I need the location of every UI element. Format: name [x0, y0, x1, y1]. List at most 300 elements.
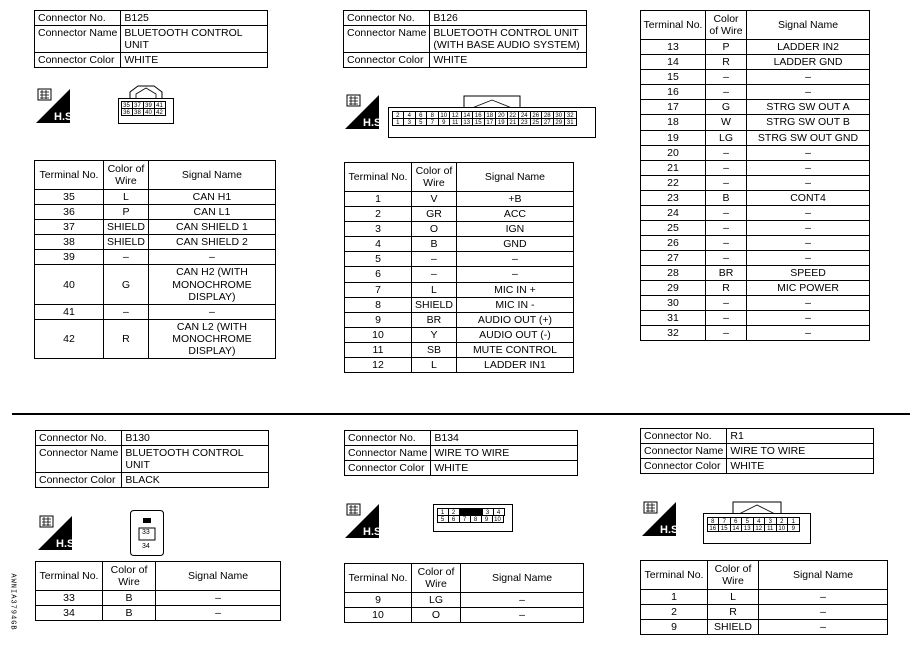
signal-name-cell: – — [156, 591, 281, 606]
signal-name-cell: – — [747, 160, 870, 175]
table-row — [345, 222, 574, 237]
pin-cell: 27 — [541, 118, 554, 126]
pin-cell: 36 — [121, 108, 133, 116]
pin-cell: 19 — [495, 118, 508, 126]
pin-cell: 26 — [530, 111, 543, 119]
terminal-no-cell: 29 — [641, 281, 706, 296]
label-connector-name: Connector Name — [345, 446, 431, 461]
pin-cell: 15 — [718, 524, 731, 532]
pin-34: 34 — [142, 543, 150, 550]
terminal-no-cell: 23 — [641, 190, 706, 205]
header-terminal-no: Terminal No. — [35, 161, 104, 190]
signal-name-cell: – — [156, 606, 281, 621]
header-signal-name: Signal Name — [461, 564, 584, 593]
terminal-no-cell: 20 — [641, 145, 706, 160]
terminal-no-cell: 35 — [35, 190, 104, 205]
wire-color-cell: SHIELD — [708, 620, 759, 635]
table-row — [345, 357, 574, 372]
terminal-no-cell: 9 — [641, 620, 708, 635]
pin-cell: 12 — [449, 111, 462, 119]
signal-name-cell: – — [747, 251, 870, 266]
pin-cell: 7 — [426, 118, 439, 126]
terminal-no-cell: 14 — [641, 55, 706, 70]
signal-name-cell: – — [456, 267, 573, 282]
label-connector-name: Connector Name — [36, 446, 122, 473]
table-row — [641, 190, 870, 205]
wire-color-cell: R — [706, 281, 747, 296]
header-terminal-no: Terminal No. — [641, 561, 708, 590]
label-connector-no: Connector No. — [36, 431, 122, 446]
signal-name-cell: – — [759, 590, 888, 605]
table-row — [641, 590, 888, 605]
terminal-no-cell: 18 — [641, 115, 706, 130]
section-divider — [12, 413, 910, 415]
pin-cell: 1 — [787, 517, 800, 525]
table-row — [345, 192, 574, 207]
wire-color-cell: L — [412, 357, 457, 372]
header-wire-color: Color of Wire — [412, 564, 461, 593]
terminal-no-cell: 1 — [345, 192, 412, 207]
signal-name-cell: AUDIO OUT (-) — [456, 327, 573, 342]
signal-name-cell: GND — [456, 237, 573, 252]
terminal-no-cell: 8 — [345, 297, 412, 312]
wire-color-cell: Y — [412, 327, 457, 342]
connector-pin-grid — [707, 517, 799, 531]
terminal-no-cell: 33 — [36, 591, 103, 606]
connector-no-value: B126 — [430, 11, 587, 26]
pin-cell: 5 — [415, 118, 428, 126]
signal-name-cell: MIC POWER — [747, 281, 870, 296]
pin-cell: 1 — [392, 118, 405, 126]
pin-cell: 10 — [438, 111, 451, 119]
pin-cell: 13 — [741, 524, 754, 532]
pin-cell: 5 — [437, 515, 449, 523]
pin-cell: 29 — [553, 118, 566, 126]
pin-cell: 30 — [553, 111, 566, 119]
terminal-no-cell: 2 — [641, 605, 708, 620]
signal-name-cell: LADDER IN2 — [747, 40, 870, 55]
table-row — [641, 205, 870, 220]
table-row — [641, 220, 870, 235]
table-row — [641, 40, 870, 55]
label-connector-name: Connector Name — [344, 26, 430, 53]
pin-cell: 17 — [484, 118, 497, 126]
pin-cell: 9 — [438, 118, 451, 126]
figure-code: AWNIA3794GB — [8, 573, 17, 631]
connector-b126 — [343, 10, 587, 68]
pin-cell: 16 — [707, 524, 720, 532]
pin-cell: 11 — [449, 118, 462, 126]
signal-name-cell: SPEED — [747, 266, 870, 281]
signal-name-cell: +B — [456, 192, 573, 207]
signal-name-cell: – — [747, 145, 870, 160]
wire-color-cell: BR — [706, 266, 747, 281]
terminal-no-cell: 32 — [641, 326, 706, 341]
table-row — [35, 304, 276, 319]
wire-color-cell: – — [706, 235, 747, 250]
terminal-no-cell: 30 — [641, 296, 706, 311]
wire-color-cell: P — [104, 205, 149, 220]
header-terminal-no: Terminal No. — [345, 163, 412, 192]
signal-name-cell: LADDER GND — [747, 55, 870, 70]
pin-cell: 3 — [482, 508, 494, 516]
label-connector-color: Connector Color — [35, 53, 121, 68]
wire-color-cell: W — [706, 115, 747, 130]
table-row — [345, 282, 574, 297]
pin-cell: 11 — [764, 524, 777, 532]
table-row — [345, 593, 584, 608]
terminal-table — [34, 160, 276, 359]
table-row — [641, 281, 870, 296]
pin-cell: 28 — [541, 111, 554, 119]
connector-pin-grid — [437, 508, 504, 522]
wire-color-cell: O — [412, 222, 457, 237]
label-connector-no: Connector No. — [641, 429, 727, 444]
connector-name-value: BLUETOOTH CONTROL UNIT — [122, 446, 269, 473]
label-connector-color: Connector Color — [345, 461, 431, 476]
wire-color-cell: – — [706, 175, 747, 190]
terminal-no-cell: 1 — [641, 590, 708, 605]
pin-cell: 31 — [564, 118, 577, 126]
table-row — [641, 620, 888, 635]
table-row — [641, 326, 870, 341]
table-row — [641, 70, 870, 85]
terminal-table — [35, 561, 281, 621]
header-wire-color: Color of Wire — [103, 562, 156, 591]
terminal-no-cell: 7 — [345, 282, 412, 297]
signal-name-cell: – — [456, 252, 573, 267]
terminal-no-cell: 21 — [641, 160, 706, 175]
harness-side-icon — [36, 87, 70, 123]
wire-color-cell: B — [412, 237, 457, 252]
terminal-no-cell: 9 — [345, 312, 412, 327]
wire-color-cell: SHIELD — [104, 235, 149, 250]
table-row — [35, 250, 276, 265]
wire-color-cell: – — [412, 267, 457, 282]
pin-cell: 4 — [753, 517, 766, 525]
pin-cell: 22 — [507, 111, 520, 119]
connector-color-value: BLACK — [122, 473, 269, 488]
pin-cell: 6 — [730, 517, 743, 525]
table-row — [35, 220, 276, 235]
pin-cell: 14 — [730, 524, 743, 532]
pin-cell: 9 — [481, 515, 493, 523]
connector-name-value: BLUETOOTH CONTROL UNIT — [121, 26, 268, 53]
signal-name-cell: – — [759, 605, 888, 620]
label-connector-color: Connector Color — [344, 53, 430, 68]
pin-cell: 7 — [718, 517, 731, 525]
pin-cell: 21 — [507, 118, 520, 126]
table-row — [35, 235, 276, 250]
wire-color-cell: – — [706, 160, 747, 175]
terminal-no-cell: 13 — [641, 40, 706, 55]
table-row — [345, 342, 574, 357]
connector-info-table — [640, 428, 874, 474]
wire-color-cell: – — [706, 220, 747, 235]
pin-cell: 16 — [472, 111, 485, 119]
header-signal-name: Signal Name — [456, 163, 573, 192]
label-connector-name: Connector Name — [35, 26, 121, 53]
connector-color-value: WHITE — [431, 461, 578, 476]
terminal-table-r1-wrap — [640, 560, 888, 635]
signal-name-cell: STRG SW OUT A — [747, 100, 870, 115]
connector-no-value: R1 — [727, 429, 874, 444]
terminal-no-cell: 15 — [641, 70, 706, 85]
terminal-no-cell: 17 — [641, 100, 706, 115]
terminal-table — [344, 162, 574, 373]
wire-color-cell: LG — [706, 130, 747, 145]
header-signal-name: Signal Name — [156, 562, 281, 591]
pin-cell: 6 — [415, 111, 428, 119]
table-row — [345, 207, 574, 222]
connector-color-value: WHITE — [430, 53, 587, 68]
table-row — [345, 237, 574, 252]
signal-name-cell: CAN L2 (WITH MONOCHROME DISPLAY) — [148, 319, 275, 358]
header-signal-name: Signal Name — [747, 11, 870, 40]
terminal-no-cell: 19 — [641, 130, 706, 145]
connector-no-value: B134 — [431, 431, 578, 446]
wire-color-cell: G — [104, 265, 149, 304]
wire-color-cell: – — [706, 311, 747, 326]
signal-name-cell: – — [747, 175, 870, 190]
table-row — [345, 327, 574, 342]
terminal-no-cell: 22 — [641, 175, 706, 190]
pin-cell: 25 — [530, 118, 543, 126]
signal-name-cell: – — [747, 85, 870, 100]
connector-info-table — [35, 430, 269, 488]
wire-color-cell: – — [412, 252, 457, 267]
harness-side-icon — [642, 500, 676, 536]
table-row — [36, 606, 281, 621]
signal-name-cell: – — [461, 593, 584, 608]
table-row — [641, 115, 870, 130]
connector-pin-grid — [392, 111, 576, 125]
terminal-no-cell: 9 — [345, 593, 412, 608]
wire-color-cell: G — [706, 100, 747, 115]
label-connector-color: Connector Color — [641, 459, 727, 474]
terminal-no-cell: 3 — [345, 222, 412, 237]
table-row — [36, 591, 281, 606]
signal-name-cell: – — [148, 250, 275, 265]
signal-name-cell: – — [747, 235, 870, 250]
connector-name-value: BLUETOOTH CONTROL UNIT (WITH BASE AUDIO SYSTEM) — [430, 26, 587, 53]
pin-33: 33 — [142, 529, 150, 536]
wire-color-cell: R — [708, 605, 759, 620]
pin-cell: 15 — [472, 118, 485, 126]
signal-name-cell: MIC IN - — [456, 297, 573, 312]
wire-color-cell: – — [706, 251, 747, 266]
terminal-no-cell: 38 — [35, 235, 104, 250]
terminal-no-cell: 16 — [641, 85, 706, 100]
pin-cell: 32 — [564, 111, 577, 119]
pin-cell: 39 — [143, 101, 155, 109]
wire-color-cell: BR — [412, 312, 457, 327]
wire-color-cell: L — [708, 590, 759, 605]
terminal-table-b126-wrap — [344, 162, 574, 373]
signal-name-cell: – — [747, 311, 870, 326]
signal-name-cell: CONT4 — [747, 190, 870, 205]
table-row — [641, 311, 870, 326]
harness-side-icon — [38, 514, 72, 550]
connector-b125 — [34, 10, 268, 68]
table-row — [345, 267, 574, 282]
wire-color-cell: B — [103, 591, 156, 606]
connector-color-value: WHITE — [121, 53, 268, 68]
wire-color-cell: R — [104, 319, 149, 358]
pin-cell: 8 — [707, 517, 720, 525]
signal-name-cell: – — [747, 326, 870, 341]
header-terminal-no: Terminal No. — [641, 11, 706, 40]
connector-info-table — [344, 430, 578, 476]
connector-no-value: B125 — [121, 11, 268, 26]
header-terminal-no: Terminal No. — [36, 562, 103, 591]
terminal-no-cell: 37 — [35, 220, 104, 235]
signal-name-cell: MUTE CONTROL — [456, 342, 573, 357]
connector-no-value: B130 — [122, 431, 269, 446]
wire-color-cell: O — [412, 608, 461, 623]
header-wire-color: Color of Wire — [104, 161, 149, 190]
terminal-table-b130-wrap — [35, 561, 281, 621]
pin-cell: 10 — [492, 515, 504, 523]
pin-cell: 24 — [518, 111, 531, 119]
header-wire-color: Color of Wire — [708, 561, 759, 590]
table-row — [641, 296, 870, 311]
terminal-no-cell: 42 — [35, 319, 104, 358]
connector-info-table — [34, 10, 268, 68]
pin-cell: 14 — [461, 111, 474, 119]
signal-name-cell: CAN SHIELD 1 — [148, 220, 275, 235]
pin-cell: 7 — [459, 515, 471, 523]
terminal-table-continued — [640, 10, 870, 341]
wire-color-cell: – — [104, 304, 149, 319]
signal-name-cell: CAN L1 — [148, 205, 275, 220]
terminal-table — [344, 563, 584, 623]
connector-info-table — [343, 10, 587, 68]
terminal-no-cell: 4 — [345, 237, 412, 252]
signal-name-cell: – — [747, 220, 870, 235]
terminal-no-cell: 6 — [345, 267, 412, 282]
signal-name-cell: – — [747, 70, 870, 85]
wire-color-cell: B — [103, 606, 156, 621]
wire-color-cell: – — [706, 85, 747, 100]
signal-name-cell: – — [747, 205, 870, 220]
table-row — [641, 100, 870, 115]
connector-b130 — [35, 430, 269, 488]
terminal-no-cell: 28 — [641, 266, 706, 281]
table-row — [641, 160, 870, 175]
terminal-no-cell: 12 — [345, 357, 412, 372]
wire-color-cell: V — [412, 192, 457, 207]
terminal-no-cell: 39 — [35, 250, 104, 265]
connector-name-value: WIRE TO WIRE — [431, 446, 578, 461]
table-row — [641, 85, 870, 100]
terminal-table — [640, 560, 888, 635]
terminal-no-cell: 27 — [641, 251, 706, 266]
terminal-no-cell: 10 — [345, 327, 412, 342]
label-connector-no: Connector No. — [345, 431, 431, 446]
signal-name-cell: AUDIO OUT (+) — [456, 312, 573, 327]
signal-name-cell: CAN H2 (WITH MONOCHROME DISPLAY) — [148, 265, 275, 304]
wire-color-cell: L — [104, 190, 149, 205]
header-wire-color: Color of Wire — [706, 11, 747, 40]
terminal-no-cell: 10 — [345, 608, 412, 623]
harness-side-icon — [345, 502, 379, 538]
table-row — [345, 252, 574, 267]
signal-name-cell: IGN — [456, 222, 573, 237]
table-row — [345, 297, 574, 312]
wire-color-cell: – — [706, 296, 747, 311]
terminal-no-cell: 41 — [35, 304, 104, 319]
connector-pin-grid — [121, 101, 165, 115]
terminal-table-b126-cont-wrap — [640, 10, 870, 341]
pin-cell: 2 — [392, 111, 405, 119]
connector-b134 — [344, 430, 578, 476]
table-row — [35, 319, 276, 358]
pin-cell: 40 — [143, 108, 155, 116]
signal-name-cell: LADDER IN1 — [456, 357, 573, 372]
table-row — [641, 605, 888, 620]
signal-name-cell: STRG SW OUT GND — [747, 130, 870, 145]
pin-cell: 12 — [753, 524, 766, 532]
header-signal-name: Signal Name — [759, 561, 888, 590]
pin-cell: 37 — [132, 101, 144, 109]
pin-cell: 8 — [426, 111, 439, 119]
pin-cell: 41 — [154, 101, 166, 109]
pin-cell: 3 — [403, 118, 416, 126]
signal-name-cell: – — [747, 296, 870, 311]
signal-name-cell: CAN SHIELD 2 — [148, 235, 275, 250]
pin-cell: 2 — [448, 508, 460, 516]
signal-name-cell: STRG SW OUT B — [747, 115, 870, 130]
terminal-no-cell: 2 — [345, 207, 412, 222]
table-row — [641, 266, 870, 281]
terminal-no-cell: 11 — [345, 342, 412, 357]
pin-cell: 3 — [764, 517, 777, 525]
table-row — [641, 235, 870, 250]
pin-cell: 13 — [461, 118, 474, 126]
signal-name-cell: – — [759, 620, 888, 635]
wire-color-cell: GR — [412, 207, 457, 222]
wire-color-cell: – — [706, 145, 747, 160]
terminal-no-cell: 5 — [345, 252, 412, 267]
header-wire-color: Color of Wire — [412, 163, 457, 192]
header-signal-name: Signal Name — [148, 161, 275, 190]
table-row — [641, 251, 870, 266]
pin-cell: 35 — [121, 101, 133, 109]
connector-r1 — [640, 428, 874, 474]
signal-name-cell: CAN H1 — [148, 190, 275, 205]
table-row — [641, 130, 870, 145]
wire-color-cell: LG — [412, 593, 461, 608]
pin-cell: 5 — [741, 517, 754, 525]
terminal-no-cell: 36 — [35, 205, 104, 220]
pin-cell: 23 — [518, 118, 531, 126]
table-row — [35, 205, 276, 220]
wire-color-cell: P — [706, 40, 747, 55]
table-row — [641, 145, 870, 160]
label-connector-color: Connector Color — [36, 473, 122, 488]
table-row — [345, 608, 584, 623]
header-terminal-no: Terminal No. — [345, 564, 412, 593]
wire-color-cell: B — [706, 190, 747, 205]
label-connector-no: Connector No. — [35, 11, 121, 26]
pin-cell: 20 — [495, 111, 508, 119]
pin-cell: 10 — [776, 524, 789, 532]
terminal-no-cell: 40 — [35, 265, 104, 304]
wire-color-cell: R — [706, 55, 747, 70]
table-row — [35, 190, 276, 205]
signal-name-cell: MIC IN + — [456, 282, 573, 297]
